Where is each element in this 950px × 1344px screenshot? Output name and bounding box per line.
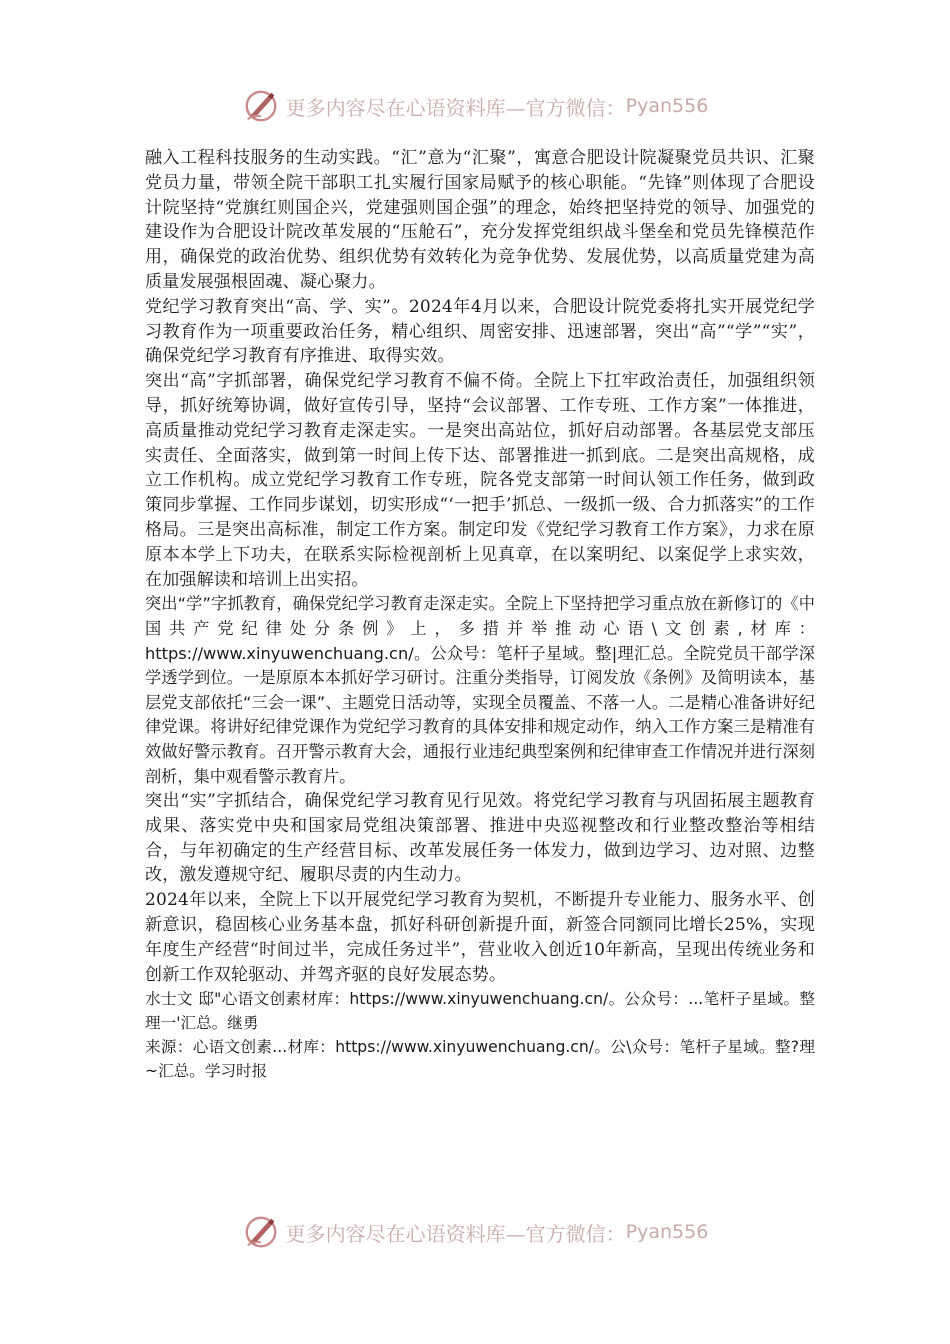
pen-circle-icon xyxy=(242,1213,280,1251)
watermark-text: 更多内容尽在心语资料库—官方微信： xyxy=(285,95,626,120)
paragraph-shi: 突出“实”字抓结合，确保党纪学习教育见行见效。将党纪学习教育与巩固拓展主题教育成果、落实党中央和国家局党组决策部署、推进中央巡视整改和行业整改整治等相结合，与年初确定的生产经营目标、改革发展任务一体发力，做到边学习、边对照、边整改，激发遵规守纪、履职尽责的内生动力。 xyxy=(145,791,815,886)
paragraph-note: 水士文 邸"心语文创素材库：https://www.xinyuwenchuang.cn/。公众号：...笔杆子星域。整理一'汇总。继勇 xyxy=(145,990,815,1033)
watermark-wechat-id: Pyan556 xyxy=(625,95,709,117)
watermark-text: 更多内容尽在心语资料库—官方微信： xyxy=(285,1221,626,1246)
header-watermark xyxy=(0,84,950,128)
paragraph-xue: 突出“学”字抓教育，确保党纪学习教育走深走实。全院上下坚持把学习重点放在新修订的《中国共产党纪律处分条例》上，多措并举推动心语\文创素,材库：https://www.xinyuwenchuang.cn/。公众号：笔杆子星域。整|理汇总。全院党员干部学深学透学到位。一是原原本本抓好学习研讨。注重分类指导，订阅发放《条例》及简明读本，基层党支部依托“三会一课”、主题党日活动等，实现全员覆盖、不落一人。二是精心准备讲好纪律党课。将讲好纪律党课作为党纪学习教育的具体安排和规定动作，纳入工作方案三是精准有效做好警示教育。召开警示教育大会，通报行业违纪典型案例和纪律审查工作情况并进行深刻剖析，集中观看警示教育片。 xyxy=(145,594,815,786)
pen-circle-icon xyxy=(242,87,280,125)
document-body xyxy=(145,146,815,1083)
paragraph-source: 来源：心语文创素...材库：https://www.xinyuwenchuang.cn/。公\众号：笔杆子星域。整?理~汇总。学习时报 xyxy=(145,1038,815,1081)
paragraph-intro: 融入工程科技服务的生动实践。“汇”意为“汇聚”，寓意合肥设计院凝聚党员共识、汇聚党员力量，带领全院干部职工扎实履行国家局赋予的核心职能。“先锋”则体现了合肥设计院坚持“党旗红则国企兴，党建强则国企强”的理念，始终把坚持党的领导、加强党的建设作为合肥设计院改革发展的“压舱石”，充分发挥党组织战斗堡垒和党员先锋模范作用，确保党的政治优势、组织优势有效转化为竞争优势、发展优势，以高质量党建为高质量发展强根固魂、凝心聚力。 xyxy=(145,148,815,292)
footer-watermark xyxy=(0,1210,950,1254)
paragraph-results: 2024年以来，全院上下以开展党纪学习教育为契机，不断提升专业能力、服务水平、创新意识，稳固核心业务基本盘，抓好科研创新提升面，新签合同额同比增长25%，实现年度生产经营“时间过半，完成任务过半”，营业收入创近10年新高，呈现出传统业务和创新工作双轮驱动、并驾齐驱的良好发展态势。 xyxy=(145,890,815,985)
paragraph-overview: 党纪学习教育突出“高、学、实”。2024年4月以来，合肥设计院党委将扎实开展党纪学习教育作为一项重要政治任务，精心组织、周密安排、迅速部署，突出“高”“学”“实”，确保党纪学习教育有序推进、取得实效。 xyxy=(145,296,815,367)
watermark-wechat-id: Pyan556 xyxy=(625,1221,709,1243)
paragraph-gao: 突出“高”字抓部署，确保党纪学习教育不偏不倚。全院上下扛牢政治责任，加强组织领导，抓好统筹协调，做好宣传引导，坚持“会议部署、工作专班、工作方案”一体推进，高质量推动党纪学习教育走深走实。一是突出高站位，抓好启动部署。各基层党支部压实责任、全面落实，做到第一时间上传下达、部署推进一抓到底。二是突出高规格，成立工作机构。成立党纪学习教育工作专班，院各党支部第一时间认领工作任务，做到政策同步掌握、工作同步谋划，切实形成“‘一把手’抓总、一级抓一级、合力抓落实”的工作格局。三是突出高标准，制定工作方案。制定印发《党纪学习教育工作方案》，力求在原原本本学上下功夫，在联系实际检视剖析上见真章，在以案明纪、以案促学上求实效，在加强解读和培训上出实招。 xyxy=(145,371,815,590)
